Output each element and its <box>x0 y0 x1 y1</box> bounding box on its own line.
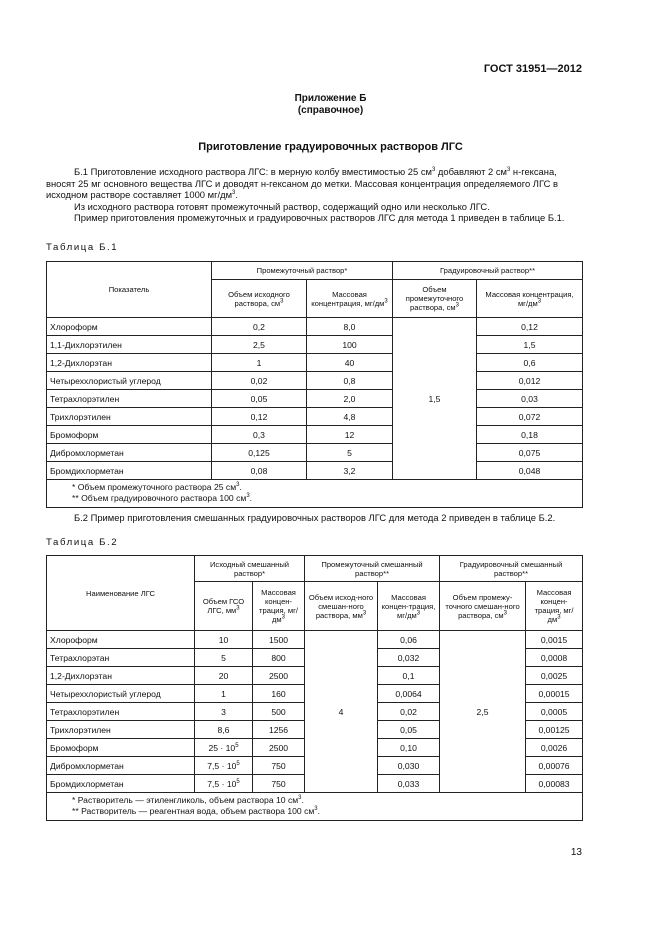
table-row: Бромоформ 0,3 12 0,18 <box>47 426 583 444</box>
table-row: Трихлорэтилен 8,6 1256 0,05 0,00125 <box>47 721 583 739</box>
header-mass-conc-b: Массовая концен-трация, $мг/дм^3$ <box>378 582 440 631</box>
table-row: 1,2-Дихлорэтан 20 2500 0,1 0,0025 <box>47 667 583 685</box>
table-row: Тетрахлорэтилен 3 500 0,02 0,0005 <box>47 703 583 721</box>
header-mass-conc: Массовая концентрация, $мг/дм^3$ <box>307 280 393 318</box>
header-intermediate-mix: Промежуточный смешанный раствор** <box>305 556 440 582</box>
header-vol-intermediate: Объем промежуточного раствора, $см^3$ <box>393 280 477 318</box>
table2-intro <box>46 512 586 524</box>
document-code: ГОСТ 31951—2012 <box>483 63 582 75</box>
annex-subtitle: (справочное) <box>297 105 364 116</box>
table-row: Бромдихлорметан $7,5 \cdot 10^5$ 750 0,033 0,00083 <box>47 775 583 793</box>
header-calibration-mix: Градуировочный смешанный раствор** <box>440 556 583 582</box>
header-initial-mix: Исходный смешанный раствор* <box>195 556 305 582</box>
header-mass-conc-a: Массовая концен-трация, $мг/дм^3$ <box>253 582 305 631</box>
table1-caption: Таблица Б.1 <box>46 242 119 253</box>
header-vol-initial-mix: Объем исход-ного смешан-ного раствора, $мм^3$ <box>305 582 378 631</box>
annex-title: Приложение Б <box>294 93 367 104</box>
header-mass-conc-c: Массовая концен-трация, $мг/дм^3$ <box>526 582 583 631</box>
annex-heading <box>0 93 661 117</box>
header-calibration: Градуировочный раствор** <box>393 262 583 280</box>
table-row: 1,1-Дихлорэтилен 2,5 100 1,5 <box>47 336 583 354</box>
header-indicator: Показатель <box>47 262 212 318</box>
header-vol-initial: Объем исходного раствора, $см^3$ <box>212 280 307 318</box>
header-intermediate: Промежуточный раствор* <box>212 262 393 280</box>
table-row: Четыреххлористый углерод 0,02 0,8 0,012 <box>47 372 583 390</box>
table-row: Четыреххлористый углерод 1 160 0,0064 0,00015 <box>47 685 583 703</box>
table-row: Дибромхлорметан $7,5 \cdot 10^5$ 750 0,030 0,00076 <box>47 757 583 775</box>
paragraph-intermediate: Из исходного раствора готовят промежуточный раствор, содержащий одно или несколько ЛГС. <box>74 200 490 212</box>
footnote: ** Объем градуировочного раствора 100 $см^3$. <box>72 493 253 503</box>
table-row: Тетрахлорэтан 5 800 0,032 0,0008 <box>47 649 583 667</box>
table-footnotes <box>47 480 583 508</box>
footnote: * Растворитель — этиленгликоль, объем раствора 10 $см^3$. <box>72 795 304 805</box>
table-b2 <box>46 555 583 821</box>
table-b1 <box>46 261 583 508</box>
section-title: Приготовление градуировочных растворов ЛГС <box>198 141 463 153</box>
table-row: 1,2-Дихлорэтан 1 40 0,6 <box>47 354 583 372</box>
footnote: ** Растворитель — реагентная вода, объем раствора 100 $см^3$. <box>72 806 321 816</box>
merged-vol-initial-cell: 4 <box>305 631 378 793</box>
table-row: Хлороформ 0,2 8,0 1,5 0,12 <box>47 318 583 336</box>
paragraph-b1: Б.1 Приготовление исходного раствора ЛГС: в мерную колбу вместимостью 25 $см^3$ добавляют 2 $см^3$ н-гексана, вносят 25 мг основного вещества ЛГС и доводят н-гексаном до метки. Массовая концентрация определяемого ЛГС в исходном растворе составляет 1000 $мг/дм^3$. <box>46 166 558 201</box>
table2-caption: Таблица Б.2 <box>46 537 119 548</box>
intro-paragraphs <box>46 166 586 224</box>
table-row: Тетрахлорэтилен 0,05 2,0 0,03 <box>47 390 583 408</box>
header-mass-conc-2: Массовая концентрация, $мг/дм^3$ <box>477 280 583 318</box>
header-vol-gso: Объем ГСО ЛГС, $мм^3$ <box>195 582 253 631</box>
table-row: Дибромхлорметан 0,125 5 0,075 <box>47 444 583 462</box>
table-row: Бромдихлорметан 0,08 3,2 0,048 <box>47 462 583 480</box>
table-row: Трихлорэтилен 0,12 4,8 0,072 <box>47 408 583 426</box>
header-name: Наименование ЛГС <box>47 556 195 631</box>
table-row: Хлороформ 10 1500 4 0,06 2,5 0,0015 <box>47 631 583 649</box>
page-number: 13 <box>570 847 582 858</box>
merged-volume-cell: 1,5 <box>393 318 477 480</box>
header-vol-intermediate-mix: Объем промежу-точного смешан-ного раствора, $см^3$ <box>440 582 526 631</box>
footnote: * Объем промежуточного раствора 25 $см^3$. <box>72 482 242 492</box>
merged-vol-intermediate-cell: 2,5 <box>440 631 526 793</box>
paragraph-table1-ref: Пример приготовления промежуточных и градуировочных растворов ЛГС для метода 1 приведен в таблице Б.1. <box>74 212 565 224</box>
table-row: Бромоформ $25 \cdot 10^5$ 2500 0,10 0,0026 <box>47 739 583 757</box>
paragraph-b2: Б.2 Пример приготовления смешанных градуировочных растворов ЛГС для метода 2 приведен в таблице Б.2. <box>74 512 556 523</box>
table-footnotes <box>47 793 583 821</box>
